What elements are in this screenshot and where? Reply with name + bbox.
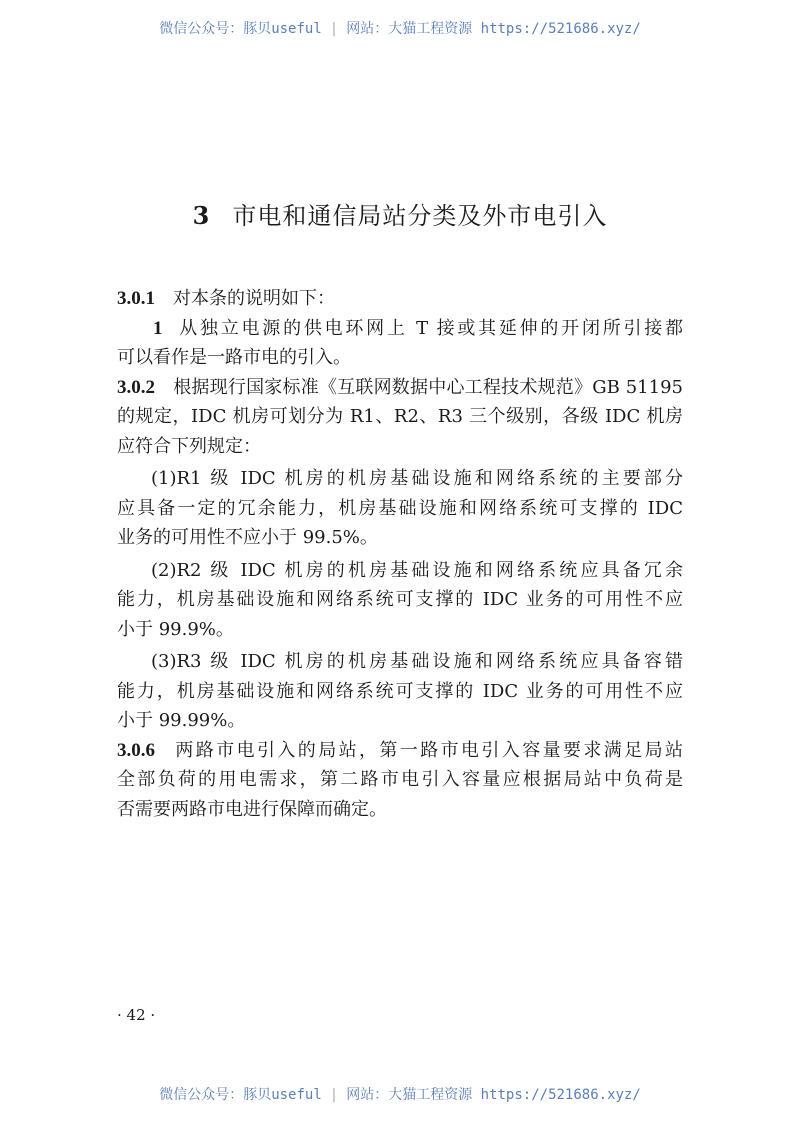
body-text — [117, 284, 683, 824]
watermark-separator: | — [329, 1087, 339, 1103]
clause-number: 3.0.1 — [117, 288, 155, 309]
text-line-content: 根据现行国家标准《互联网数据中心工程技术规范》GB 51195 — [173, 376, 683, 398]
clause-3-0-2 — [117, 373, 683, 403]
text-line: 能力，机房基础设施和网络系统可支撑的 IDC 业务的可用性不应 — [117, 589, 683, 610]
text-line: (2)R2 级 IDC 机房的机房基础设施和网络系统应具备冗余 — [151, 559, 683, 581]
chapter-title — [0, 196, 800, 231]
watermark-right: 网站：大猫工程资源 https://521686.xyz/ — [346, 1087, 641, 1103]
watermark-right: 网站：大猫工程资源 https://521686.xyz/ — [346, 21, 641, 37]
text-line — [117, 314, 683, 344]
item-number: 1 — [153, 317, 163, 339]
text-line: 小于 99.99%。 — [117, 710, 246, 731]
text-line: 可以看作是一路市电的引入。 — [117, 347, 351, 368]
watermark-footer — [0, 1084, 800, 1104]
text-line: (3)R3 级 IDC 机房的机房基础设施和网络系统应具备容错 — [151, 651, 683, 672]
clause-3-0-6 — [117, 736, 683, 766]
page-number: · 42 · — [117, 1006, 156, 1024]
clause-3-0-1 — [117, 284, 683, 314]
watermark-header — [0, 18, 800, 38]
text-line: 否需要两路市电进行保障而确定。 — [117, 798, 387, 820]
text-line: (1)R1 级 IDC 机房的机房基础设施和网络系统的主要部分 — [151, 468, 683, 489]
chapter-title-text: 市电和通信局站分类及外市电引入 — [232, 202, 608, 230]
text-line-content: 两路市电引入的局站，第一路市电引入容量要求满足局站 — [173, 739, 683, 761]
text-line: 对本条的说明如下： — [173, 288, 335, 309]
watermark-left: 微信公众号：豚贝useful — [159, 1087, 322, 1103]
text-line: 的规定，IDC 机房可划分为 R1、R2、R3 三个级别，各级 IDC 机房 — [117, 406, 683, 427]
text-line: 应具备一定的冗余能力，机房基础设施和网络系统可支撑的 IDC — [117, 497, 683, 519]
text-line: 小于 99.9%。 — [117, 618, 234, 640]
watermark-separator: | — [329, 21, 339, 37]
text-line: 应符合下列规定： — [117, 435, 261, 457]
chapter-number: 3 — [192, 201, 211, 230]
text-line: 全部负荷的用电需求，第二路市电引入容量应根据局站中负荷是 — [117, 769, 683, 790]
text-line-content: 从独立电源的供电环网上 T 接或其延伸的开闭所引接都 — [176, 317, 683, 339]
clause-number: 3.0.6 — [117, 739, 155, 761]
watermark-left: 微信公众号：豚贝useful — [159, 21, 322, 37]
text-line: 能力，机房基础设施和网络系统可支撑的 IDC 业务的可用性不应 — [117, 680, 683, 702]
clause-number: 3.0.2 — [117, 376, 155, 398]
text-line: 业务的可用性不应小于 99.5%。 — [117, 527, 378, 548]
